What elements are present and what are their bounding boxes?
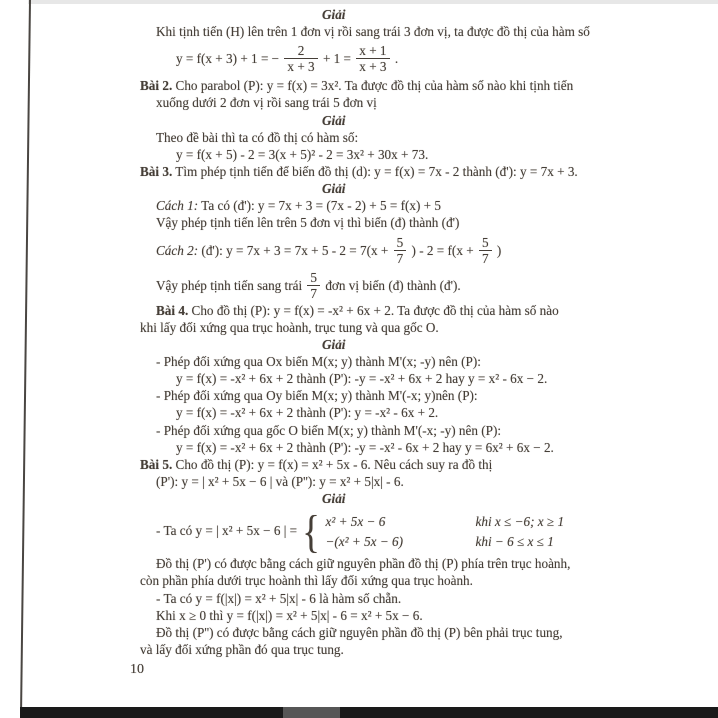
page-content bbox=[0, 6, 718, 658]
text-line: và lấy đối xứng phần đó qua trục tung. bbox=[140, 641, 344, 657]
text-line: Đồ thị (P'') có được bằng cách giữ nguyên phần đồ thị (P) bên phải trục tung, bbox=[156, 624, 563, 640]
fraction: $\frac{x + 1}{x + 3}$ bbox=[356, 44, 389, 74]
text-line: xuống dưới 2 đơn vị rồi sang trái 5 đơn vị bbox=[156, 95, 377, 111]
text-line: Khi tịnh tiến (H) lên trên 1 đơn vị rồi sang trái 3 đơn vị, ta được đồ thị của hàm số bbox=[156, 24, 590, 40]
text-line: Vậy phép tịnh tiến lên trên 5 đơn vị thì biến (đ) thành (đ') bbox=[156, 215, 460, 231]
text-line: Giải bbox=[322, 491, 346, 507]
text-line: Bài 2. Cho parabol (P): y = f(x) = 3x². Ta được đồ thị của hàm số nào khi tịnh tiến bbox=[140, 78, 574, 94]
fraction: $\frac{2}{x + 3}$ bbox=[284, 44, 317, 74]
page-number: 10 bbox=[130, 662, 144, 677]
left-brace: { bbox=[302, 506, 321, 558]
text-line: Bài 3. Tìm phép tịnh tiến để biến đồ thị (d): y = f(x) = 7x - 2 thành (đ'): y = 7x + 3. bbox=[140, 163, 578, 179]
text-line: Bài 5. Cho đồ thị (P): y = f(x) = x² + 5x - 6. Nêu cách suy ra đồ thị bbox=[140, 456, 493, 472]
fraction: $\frac{5}{7}$ bbox=[394, 236, 407, 266]
text-line: Khi x ≥ 0 thì y = f(|x|) = x² + 5|x| - 6 = x² + 5x − 6. bbox=[156, 607, 423, 623]
fraction: $\frac{5}{7}$ bbox=[307, 271, 320, 301]
fraction: $\frac{5}{7}$ bbox=[479, 236, 492, 266]
text-line: - Phép đối xứng qua gốc O biến M(x; y) thành M'(-x; -y) nên (P): bbox=[156, 422, 502, 438]
text-line: còn phần phía dưới trục hoành thì lấy đối xứng qua trục hoành. bbox=[140, 573, 473, 589]
text-line: Vậy phép tịnh tiến sang trái $\frac{5}{7}$ đơn vị biến (đ) thành (đ'). bbox=[156, 269, 461, 301]
piecewise-cases: { x² + 5x − 6 khi x ≤ −6; x ≥ 1 −(x² + 5x − 6) khi − 6 ≤ x ≤ 1 bbox=[302, 506, 565, 558]
text-line: y = f(x + 5) - 2 = 3(x + 5)² - 2 = 3x² + 30x + 73. bbox=[176, 146, 429, 162]
text-line: - Phép đối xứng qua Ox biến M(x; y) thành M'(x; -y) nên (P): bbox=[156, 353, 481, 369]
text-line: Đồ thị (P') có được bằng cách giữ nguyên phần đồ thị (P) phía trên trục hoành, bbox=[156, 556, 571, 572]
page-top-edge bbox=[28, 0, 718, 4]
page-bottom-bar bbox=[20, 707, 718, 718]
text-line: Giải bbox=[322, 336, 346, 352]
text-line: Cách 2: (đ'): y = 7x + 3 = 7x + 5 - 2 = 7(x + $\frac{5}{7}$ ) - 2 = f(x + $\frac{5}{7}$ ) bbox=[156, 234, 502, 266]
text-line: - Ta có y = | x² + 5x − 6 | = { x² + 5x − 6 khi x ≤ −6; x ≥ 1 −(x² + 5x − 6) khi − 6 ≤ x ≤ 1 bbox=[156, 506, 565, 558]
text-line: y = f(x) = -x² + 6x + 2 thành (P'): -y = -x² + 6x + 2 hay y = x² - 6x − 2. bbox=[176, 371, 548, 387]
text-line: Giải bbox=[322, 112, 346, 128]
text-line: (P'): y = | x² + 5x − 6 | và (P''): y = x² + 5|x| - 6. bbox=[156, 473, 404, 489]
text-line: Giải bbox=[322, 7, 346, 22]
text-line: Cách 1: Ta có (đ'): y = 7x + 3 = (7x - 2) + 5 = f(x) + 5 bbox=[156, 198, 441, 214]
text-line: y = f(x) = -x² + 6x + 2 thành (P'): y = -x² - 6x + 2. bbox=[176, 405, 439, 421]
text-line: y = f(x) = -x² + 6x + 2 thành (P'): -y = -x² - 6x + 2 hay y = 6x² + 6x − 2. bbox=[176, 439, 554, 455]
text-line: Giải bbox=[322, 181, 346, 197]
text-line: Bài 4. Cho đồ thị (P): y = f(x) = -x² + 6x + 2. Ta được đồ thị của hàm số nào bbox=[156, 302, 559, 318]
text-line: - Ta có y = f(|x|) = x² + 5|x| - 6 là hàm số chẵn. bbox=[156, 590, 402, 606]
text-line: y = f(x + 3) + 1 = − $\frac{2}{x + 3}$ + 1 = $\frac{x + 1}{x + 3}$ . bbox=[176, 43, 399, 75]
text-line: khi lấy đối xứng qua trục hoành, trục tung và qua gốc O. bbox=[140, 319, 439, 335]
text-line: - Phép đối xứng qua Oy biến M(x; y) thành M'(-x; y)nên (P): bbox=[156, 388, 478, 404]
text-line: Theo đề bài thì ta có đồ thị có hàm số: bbox=[156, 129, 359, 145]
page-bottom-bar-light-segment bbox=[283, 707, 340, 718]
